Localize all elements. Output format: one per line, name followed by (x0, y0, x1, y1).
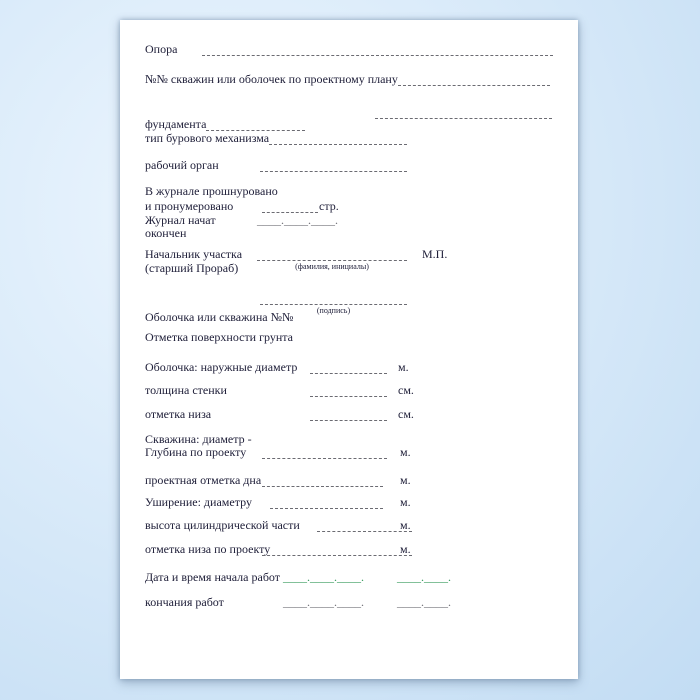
bottom-project-label: отметка низа по проекту (145, 542, 271, 556)
pages-blank-line (262, 199, 318, 213)
widening-blank (270, 495, 383, 509)
journal-started-row (145, 213, 553, 227)
design-bottom-row (145, 473, 553, 487)
chief-label-line2: (старший Прораб) (145, 261, 239, 275)
pages-suffix: стр. (319, 199, 339, 213)
well-diameter-row: Скважина: диаметр - (145, 432, 252, 446)
cylinder-height-label: высота цилиндрической части (145, 518, 300, 532)
chief-label-line1: Начальник участка (145, 247, 243, 261)
design-bottom-unit: м. (400, 473, 411, 487)
bottom-mark-row (145, 407, 553, 421)
ground-mark-row: Отметка поверхности грунта (145, 330, 294, 344)
field-opora (145, 42, 553, 56)
signature-line-row (145, 291, 553, 305)
end-datetime-label: кончания работ (145, 595, 224, 609)
journal-laced-line1: В журнале прошнуровано (145, 184, 278, 198)
shell-diameter-label: Оболочка: наружные диаметр (145, 360, 298, 374)
widening-row (145, 495, 553, 509)
field-wells-numbers (145, 72, 550, 86)
bottom-project-blank (262, 542, 412, 556)
journal-started-label: Журнал начат (145, 213, 216, 227)
shell-diameter-blank (310, 360, 387, 374)
bottom-mark-blank (310, 407, 387, 421)
bottom-mark-unit: см. (398, 407, 414, 421)
start-time-pattern: ____.____. (397, 570, 451, 584)
start-date-pattern: ____.____.____. (283, 570, 364, 584)
shell-or-well-row: Оболочка или скважина №№ (145, 310, 294, 324)
journal-laced-line2: и пронумеровано стр. (145, 199, 339, 213)
field-working-body-label: рабочий орган (145, 158, 219, 172)
working-body-blank-line (260, 158, 407, 172)
depth-row (145, 445, 553, 459)
depth-label: Глубина по проекту (145, 445, 247, 459)
design-bottom-blank (262, 473, 383, 487)
bottom-mark-label: отметка низа (145, 407, 212, 421)
journal-finished-label: окончен (145, 226, 187, 240)
journal-started-date-pattern: ____.____.____. (257, 213, 338, 227)
wall-thickness-blank (310, 383, 387, 397)
opora-blank-line (202, 42, 553, 56)
design-bottom-label: проектная отметка дна (145, 473, 262, 487)
depth-unit: м. (400, 445, 411, 459)
widening-label: Уширение: диаметру (145, 495, 252, 509)
field-foundation (145, 117, 305, 131)
wells-blank-line-2 (375, 105, 552, 119)
shell-diameter-row (145, 360, 553, 374)
cylinder-height-blank (317, 518, 412, 532)
chief-name-blank-line (257, 247, 407, 261)
cylinder-height-row (145, 518, 553, 532)
foundation-blank-line (206, 117, 305, 131)
bottom-project-row (145, 542, 553, 556)
document-page (120, 20, 578, 679)
signature-hint: (подпись) (316, 306, 351, 315)
end-datetime-row (145, 595, 553, 609)
start-datetime-label: Дата и время начала работ (145, 570, 281, 584)
field-wells-label: №№ скважин или оболочек по проектному плану (145, 72, 398, 86)
wall-thickness-unit: см. (398, 383, 414, 397)
widening-unit: м. (400, 495, 411, 509)
end-date-pattern: ____.____.____. (283, 595, 364, 609)
chief-row (145, 247, 553, 261)
field-drill-type (145, 131, 407, 145)
chief-row-2 (145, 261, 553, 275)
field-drill-type-label: тип бурового механизма (145, 131, 270, 145)
stamp-label: М.П. (422, 247, 448, 261)
field-opora-label: Опора (145, 42, 178, 56)
end-time-pattern: ____.____. (397, 595, 451, 609)
field-working-body (145, 158, 553, 172)
wells-blank-line (398, 72, 550, 86)
wall-thickness-label: толщина стенки (145, 383, 227, 397)
signature-blank-line (260, 291, 407, 305)
shell-diameter-unit: м. (398, 360, 409, 374)
chief-name-hint: (фамилия, инициалы) (295, 262, 369, 271)
cylinder-height-unit: м. (400, 518, 411, 532)
field-foundation-label: фундамента (145, 117, 207, 131)
bottom-project-unit: м. (400, 542, 411, 556)
wall-thickness-row (145, 383, 553, 397)
drill-type-blank-line (269, 131, 407, 145)
journal-finished-row (145, 226, 553, 240)
start-datetime-row (145, 570, 553, 584)
depth-blank (262, 445, 387, 459)
